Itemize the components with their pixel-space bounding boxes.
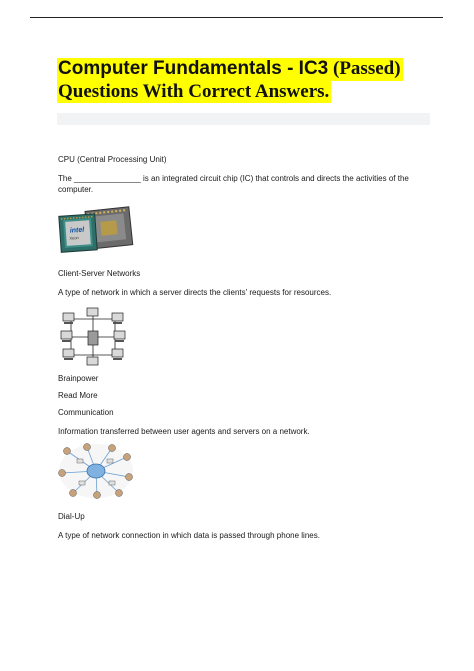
card-definition-cpu: The _______________ is an integrated circuit chip (IC) that controls and directs the activities of the computer. <box>58 174 409 194</box>
read-more-link[interactable]: Read More <box>58 391 98 400</box>
title-passed-text: (Passed) <box>328 58 401 79</box>
card-definition-client-server: A type of network in which a server directs the clients' requests for resources. <box>58 288 332 297</box>
svg-text:Xeon: Xeon <box>69 235 79 241</box>
separator-bar <box>57 113 430 125</box>
communication-network-icon <box>57 443 135 499</box>
brainpower-label: Brainpower <box>58 374 99 383</box>
cpu-chip-icon <box>57 205 139 255</box>
card-term-communication: Communication <box>58 408 114 417</box>
title-line-1 <box>57 58 403 81</box>
document-title <box>57 58 437 103</box>
card-definition-dial-up: A type of network connection in which data is passed through phone lines. <box>58 531 320 540</box>
title-line-2: Questions With Correct Answers. <box>58 81 330 102</box>
card-definition-communication: Information transferred between user agents and servers on a network. <box>58 427 310 436</box>
card-term-client-server: Client-Server Networks <box>58 269 141 278</box>
title-main-text: Computer Fundamentals - IC3 <box>58 58 329 79</box>
card-term-cpu: CPU (Central Processing Unit) <box>58 155 167 164</box>
top-rule <box>30 17 443 18</box>
svg-text:intel: intel <box>69 226 85 235</box>
network-diagram-icon <box>57 307 129 367</box>
card-term-dial-up: Dial-Up <box>58 512 85 521</box>
